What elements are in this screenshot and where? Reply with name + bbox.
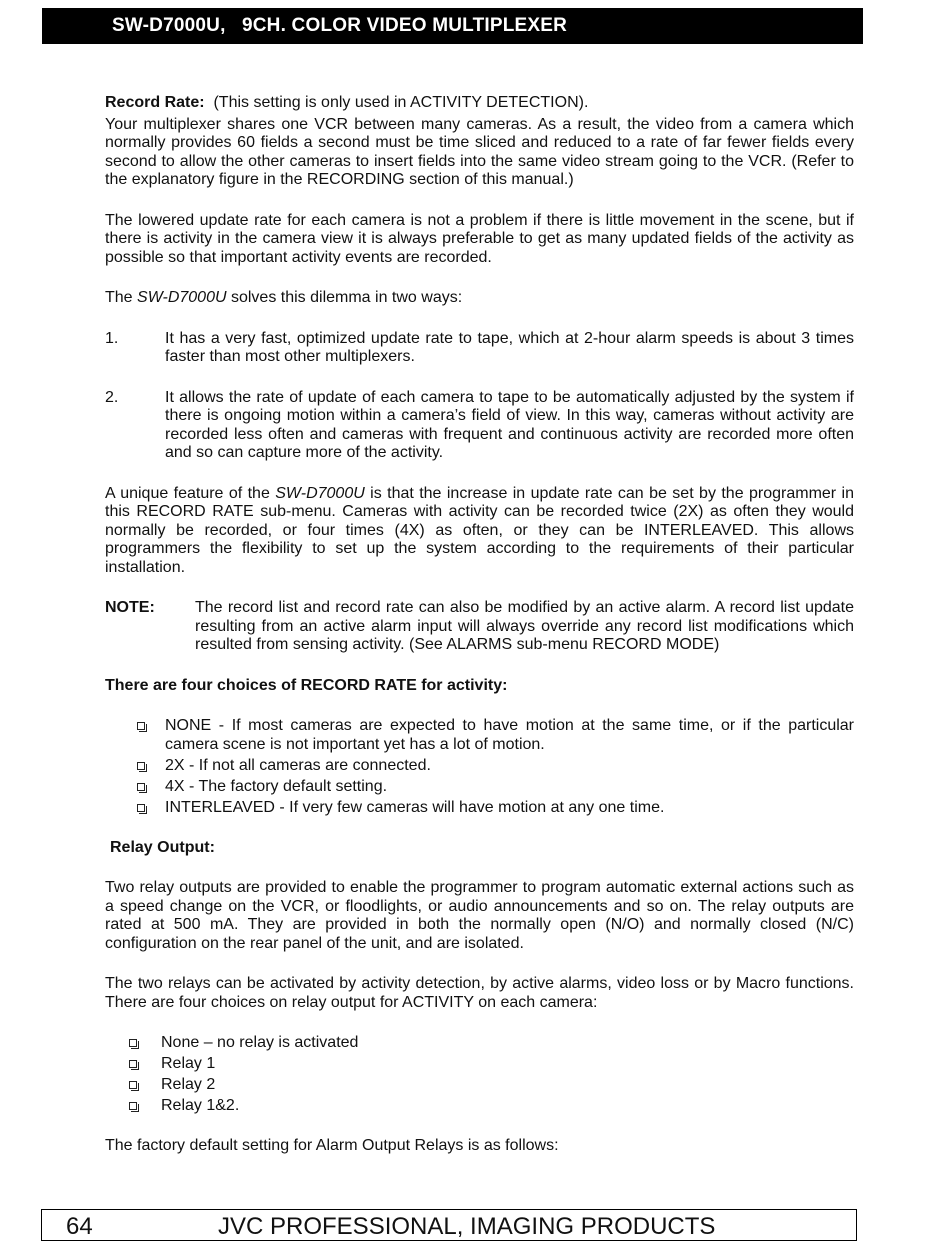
checkbox-bullet-icon [137,762,145,770]
choice-text: None – no relay is activated [161,1034,359,1051]
choices-heading: There are four choices of RECORD RATE for activity: [105,676,508,694]
p3-post: solves this dilemma in two ways: [226,289,463,306]
checkbox-bullet-icon [129,1102,137,1110]
note-text: The record list and record rate can also be modified by an active alarm. A record list update resulting from an active alarm input will always override any record list modifications which resulted from sensing activity. (See ALARMS sub-menu RECORD MODE) [195,599,854,653]
list-item [105,1055,854,1074]
list-item [105,757,854,776]
relay-output-heading: Relay Output: [110,838,215,856]
relay-choices [105,1034,854,1116]
relay-output-paragraph-2: The two relays can be activated by activity detection, by active alarms, video loss or by Macro functions. There are four choices on relay output for ACTIVITY on each camera: [105,975,854,1011]
footer-text: JVC PROFESSIONAL, IMAGING PRODUCTS [218,1213,716,1240]
choice-text: Relay 1 [161,1055,216,1072]
record-rate-heading-line [105,94,854,113]
p4-pre: A unique feature of the [105,484,276,502]
record-rate-paragraph-2: The lowered update rate for each camera is not a problem if there is little movement in the scene, but if there is activity in the camera view it is always preferable to get as many updated fields of the activity as possible so that important activity events are recorded. [105,211,854,266]
list-item [105,717,854,754]
checkbox-bullet-icon [129,1081,137,1089]
page-header [42,8,863,44]
list-number: 1. [105,329,119,347]
list-item [105,1034,854,1053]
list-item [105,778,854,797]
record-rate-paragraph-1: Your multiplexer shares one VCR between many cameras. As a result, the video from a camera which normally provides 60 fields a second must be time sliced and reduced to a rate of far fewer fields every second to allow the other cameras to insert fields into the same video stream going to the VCR. (Refer to the explanatory figure in the RECORDING section of this manual.) [105,115,854,188]
page-content [105,94,854,1156]
note-label: NOTE: [105,599,155,616]
model-name: SW-D7000U [137,289,227,306]
p3-pre: The [105,289,138,306]
list-text: It allows the rate of update of each camera to tape to be automatically adjusted by the system if there is ongoing motion within a camera’s field of view. In this way, cameras without activity are recorded less often and cameras with frequent and continuous activity are recorded more often and so can capture more of the activity. [165,388,854,461]
p4-post: is that the increase in update rate can be set by the programmer in this RECORD RATE sub-menu. Cameras with activity can be recorded twice (2X) as often they would normally be recorded, or four times (4X) as often, or they can be INTERLEAVED. This allows programmers the flexibility to set up the system according to the requirements of their particular installation. [105,484,854,576]
choice-text: 4X - The factory default setting. [165,777,388,795]
checkbox-bullet-icon [137,804,145,812]
record-rate-heading: Record Rate: [105,94,205,111]
checkbox-bullet-icon [129,1060,137,1068]
list-text: It has a very fast, optimized update rate to tape, which at 2-hour alarm speeds is about 3 times faster than most other multiplexers. [165,329,854,365]
record-rate-paragraph-3 [105,289,854,308]
choice-text: Relay 1&2. [161,1097,240,1114]
list-item [105,330,854,367]
list-item [105,389,854,463]
choice-text: 2X - If not all cameras are connected. [165,756,431,774]
choice-text: Relay 2 [161,1076,216,1093]
record-rate-paragraph-4 [105,485,854,578]
model-name: SW-D7000U [275,484,365,502]
checkbox-bullet-icon [137,722,145,730]
list-item [105,1097,854,1116]
record-rate-choices [105,717,854,817]
choice-text: NONE - If most cameras are expected to have motion at the same time, or if the particular camera scene is not important yet has a lot of motion. [165,717,854,753]
list-number: 2. [105,388,119,406]
header-title: SW-D7000U, 9CH. COLOR VIDEO MULTIPLEXER [112,15,568,36]
record-rate-heading-note: (This setting is only used in ACTIVITY DETECTION). [213,94,589,111]
checkbox-bullet-icon [129,1039,137,1047]
choice-text: INTERLEAVED - If very few cameras will have motion at any one time. [165,798,665,816]
note-block [105,599,854,655]
checkbox-bullet-icon [137,783,145,791]
page-footer [41,1209,857,1241]
list-item [105,1076,854,1095]
relay-output-paragraph-3: The factory default setting for Alarm Output Relays is as follows: [105,1137,559,1154]
list-item [105,799,854,818]
relay-output-paragraph-1: Two relay outputs are provided to enable the programmer to program automatic external actions such as a speed change on the VCR, or floodlights, or audio announcements and so on. The relay outputs are rated at 500 mA. They are provided in both the normally open (N/O) and normally closed (N/C) configuration on the rear panel of the unit, and are isolated. [105,879,854,952]
numbered-list [105,330,854,463]
page-number: 64 [66,1213,93,1240]
